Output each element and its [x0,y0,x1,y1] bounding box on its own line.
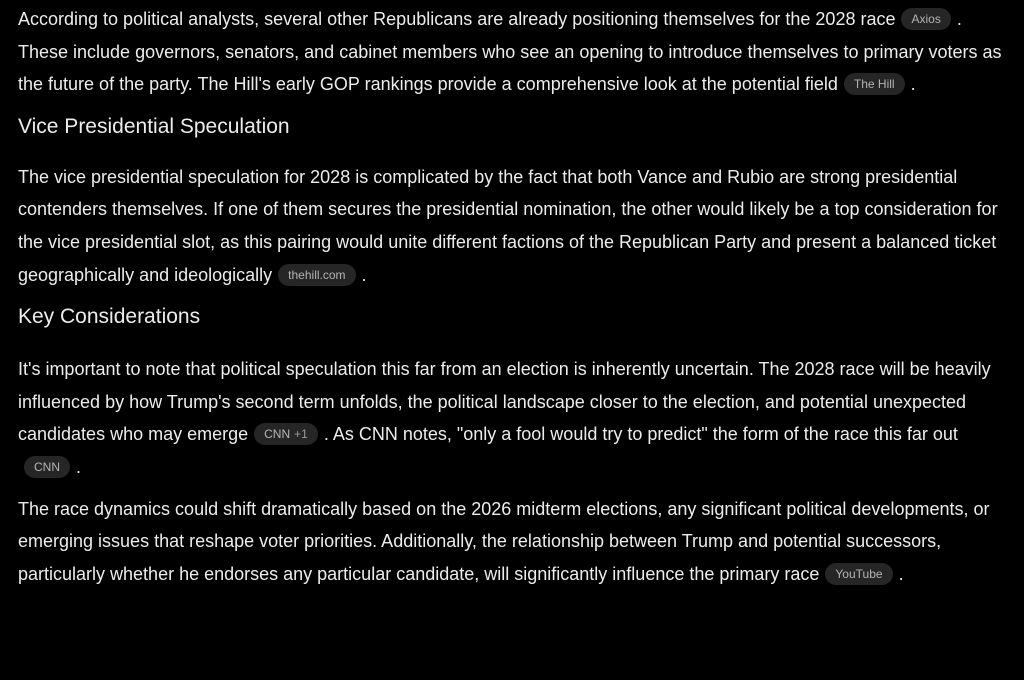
paragraph-text: . As CNN notes, "only a fool would try to predict" the form of the race this far out [323,424,958,445]
paragraph-text: The race dynamics could shift dramatically based on the 2026 midterm elections, any significant political developments, or emerging issues that reshape voter priorities. Additionally, the relationship between Trump and potential successors, particularly whether he endorses any particular candidate, will significantly influence the primary race [18,498,990,584]
citation-cnn-plus-one[interactable] [254,423,318,445]
paragraph-uncertainty [18,353,1013,483]
paragraph-text: The vice presidential speculation for 2028 is complicated by the fact that both Vance and Rubio are strong presidential contenders themselves. If one of them secures the presidential nomination, the other would likely be a top consideration for the vice presidential slot, as this pairing would unite different factions of the Republican Party and present a balanced ticket geographically and ideologically [18,166,998,285]
heading-vice-presidential-speculation: Vice Presidential Speculation [18,114,290,138]
paragraph-text: . These include governors, senators, and cabinet members who see an opening to introduce themselves to primary voters as the future of the party. The Hill's early GOP rankings provide a comprehensive look at the potential field [18,9,1002,95]
citation-extra-count: +1 [294,427,308,442]
citation-youtube[interactable]: YouTube [825,563,892,585]
citation-axios[interactable]: Axios [901,8,950,30]
paragraph-text: It's important to note that political speculation this far from an election is inherently uncertain. The 2028 race will be heavily influenced by how Trump's second term unfolds, the political landscape closer to the election, and potential unexpected candidates who may emerge [18,359,991,445]
citation-label: CNN [264,427,291,442]
paragraph-vp-speculation [18,161,1013,291]
heading-key-considerations: Key Considerations [18,305,201,329]
paragraph-text: . [898,563,904,584]
citation-thehill-com[interactable]: thehill.com [278,264,355,286]
paragraph-text: . [361,264,367,285]
paragraph-text: According to political analysts, several other Republicans are already positioning themselves for the 2028 race [18,9,896,29]
article-content [18,0,1013,590]
paragraph-text: . [76,456,82,477]
citation-cnn[interactable]: CNN [24,456,70,478]
paragraph-republican-field [18,0,1013,101]
paragraph-race-dynamics [18,493,1013,591]
paragraph-text: . [910,74,916,95]
citation-the-hill[interactable]: The Hill [844,73,905,95]
